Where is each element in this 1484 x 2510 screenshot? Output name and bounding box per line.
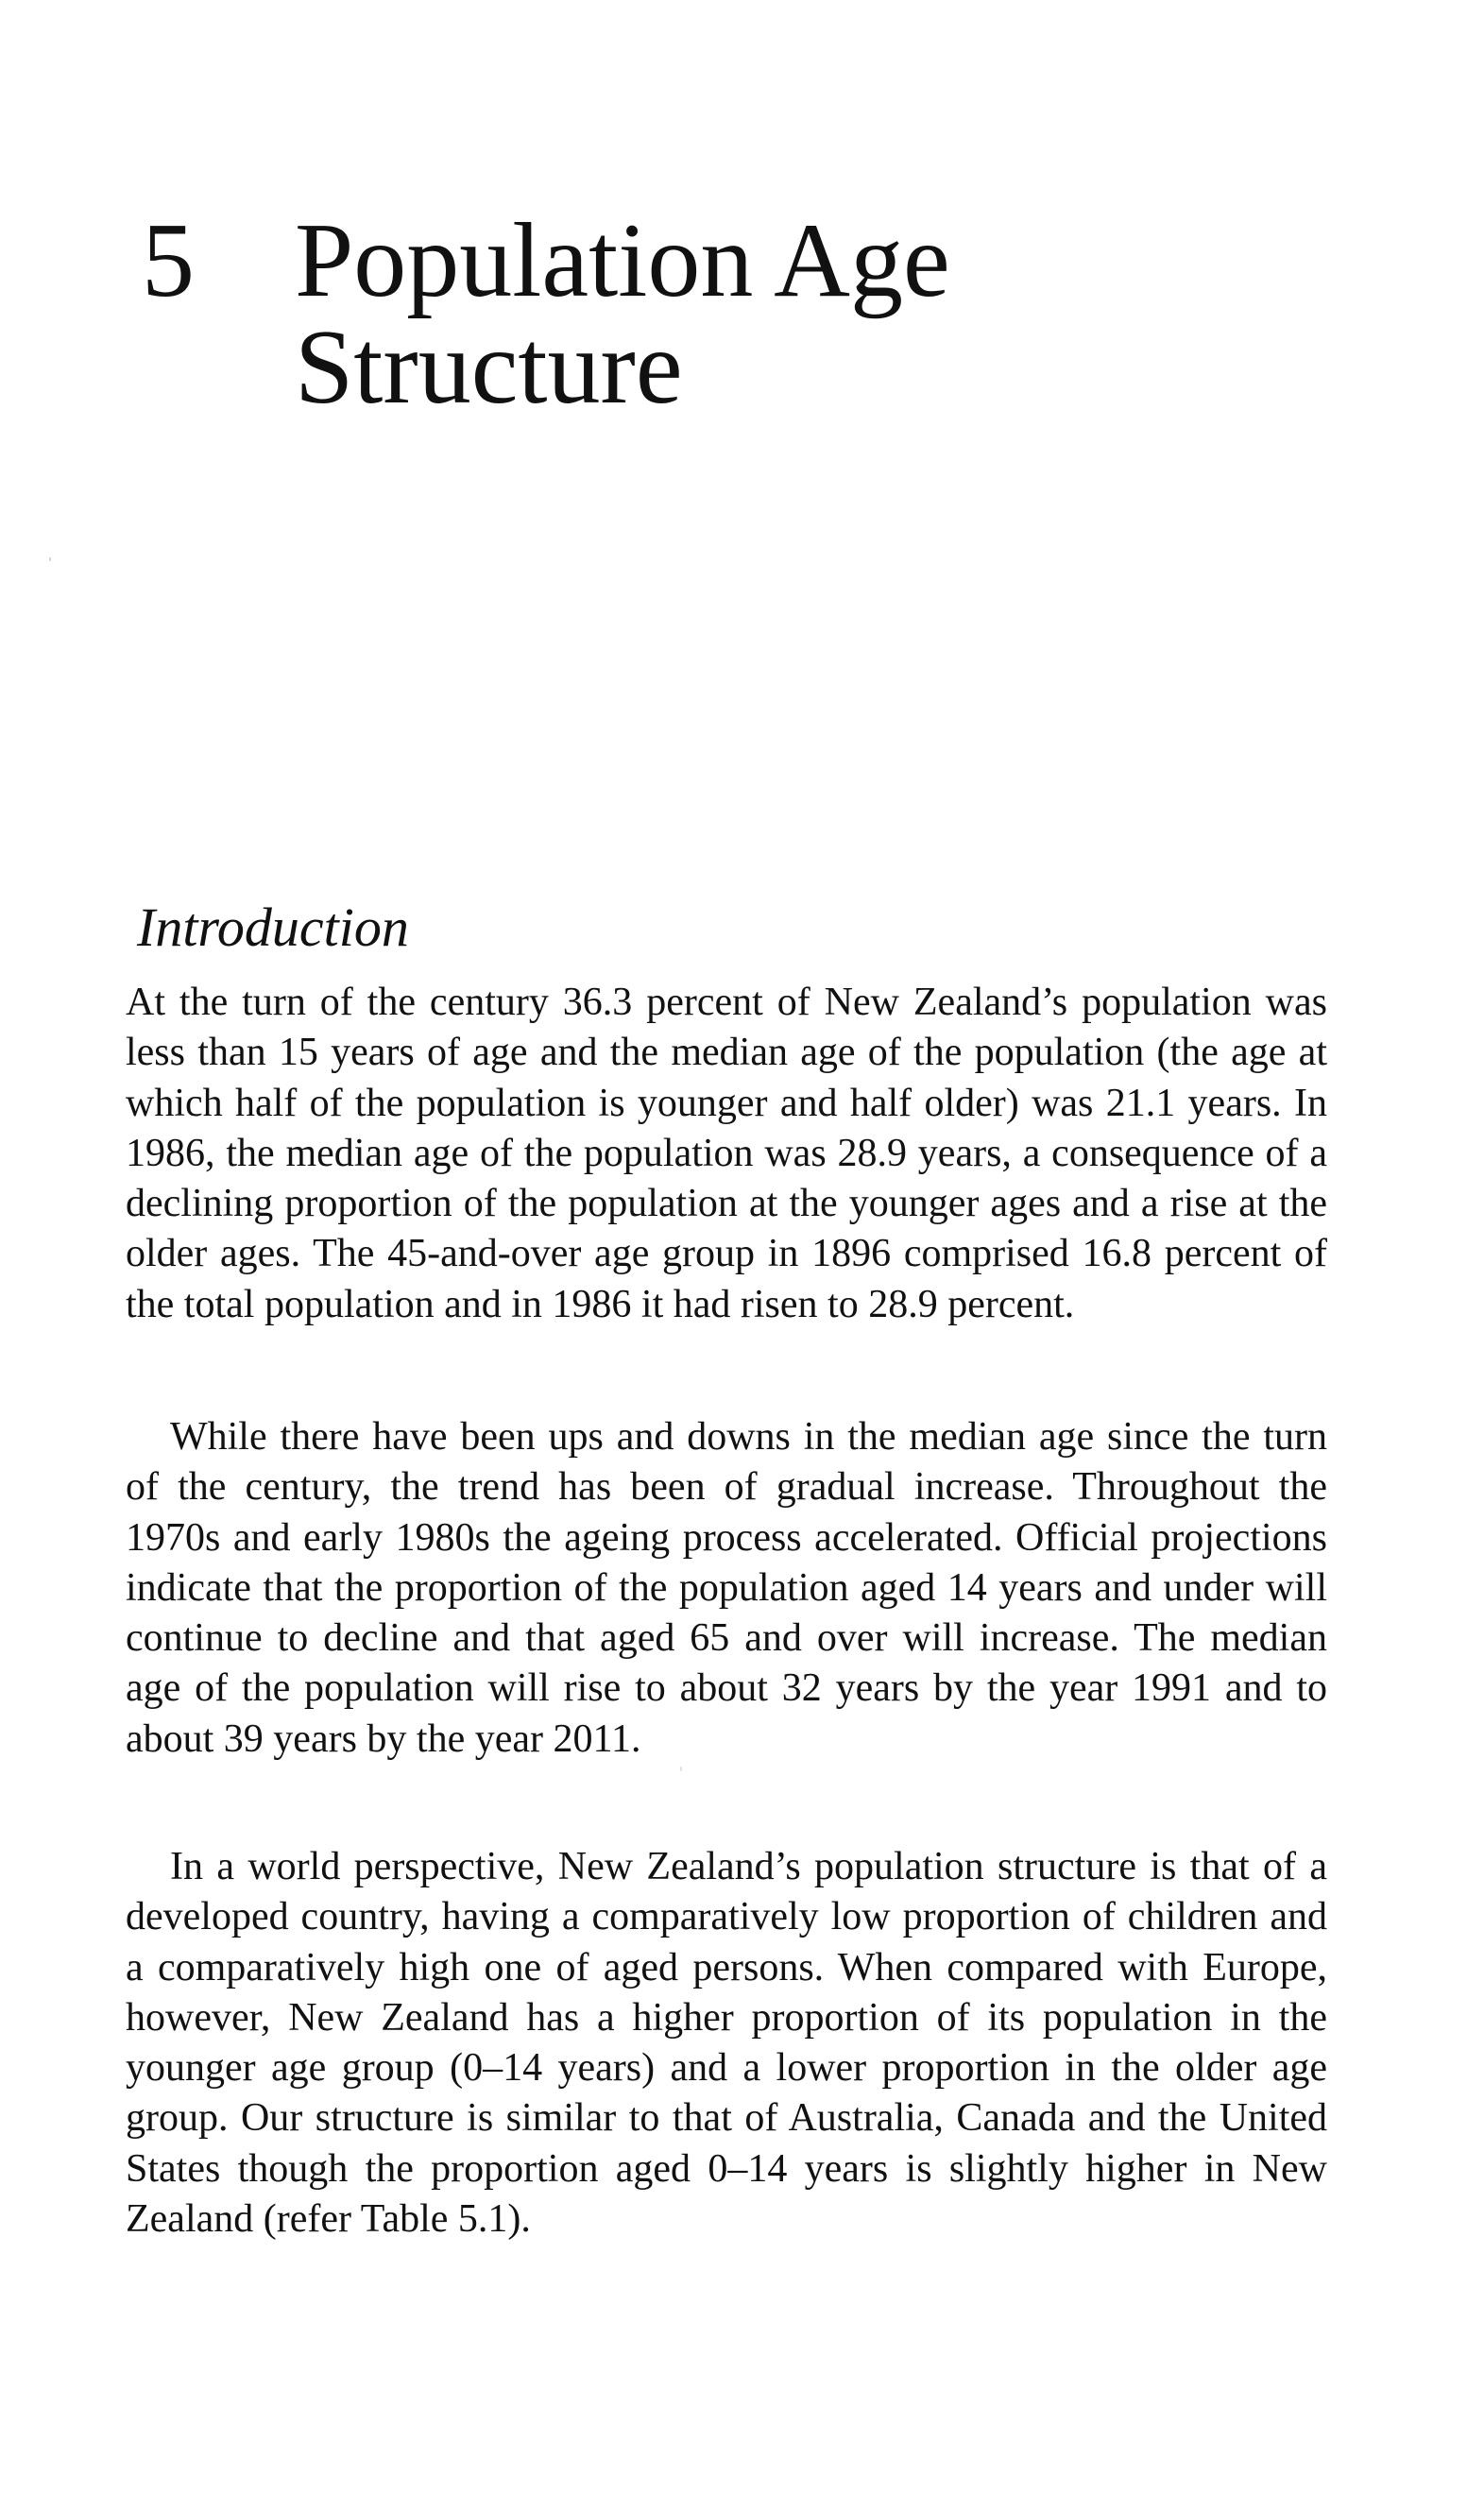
scan-speck [49,557,51,561]
section-heading: Introduction [137,896,409,958]
body-paragraph [126,1412,1327,1765]
chapter-heading [142,202,1370,453]
chapter-title-line: Structure [295,309,683,426]
chapter-title-line: Population Age [295,202,950,319]
paragraph-text: In a world perspective, New Zealand’s population structure is that of a developed country, having a comparatively low proportion of children and a comparatively high one of aged persons. When compared with Europe, however, New Zealand has a higher proportion of its population in the younger age group (0–14 years) and a lower proportion in the older age group. Our structure is similar to that of Australia, Canada and the United States though the proportion aged 0–14 years is slightly higher in New Zealand (refer Table 5.1). [126,1845,1327,2242]
body-paragraph [126,1842,1327,2245]
body-paragraph [126,978,1327,1330]
chapter-number: 5 [142,202,195,319]
scan-speck [680,1767,682,1771]
paragraph-text: At the turn of the century 36.3 percent of New Zealand’s population was less than 15 years of age and the median age of the population (the age at which half of the population is younger and half older) was 21.1 years. In 1986, the median age of the population was 28.9 years, a consequence of a declining proportion of the population at the younger ages and a rise at the older ages. The 45-and-over age group in 1896 comprised 16.8 percent of the total population and in 1986 it had risen to 28.9 percent. [126,981,1327,1326]
paragraph-text: While there have been ups and downs in the median age since the turn of the century, the trend has been of gradual increase. Throughout the 1970s and early 1980s the ageing process accelerated. Official projections indicate that the proportion of the population aged 14 years and under will continue to decline and that aged 65 and over will increase. The median age of the population will rise to about 32 years by the year 1991 and to about 39 years by the year 2011. [126,1415,1327,1761]
chapter-title [295,202,1239,426]
